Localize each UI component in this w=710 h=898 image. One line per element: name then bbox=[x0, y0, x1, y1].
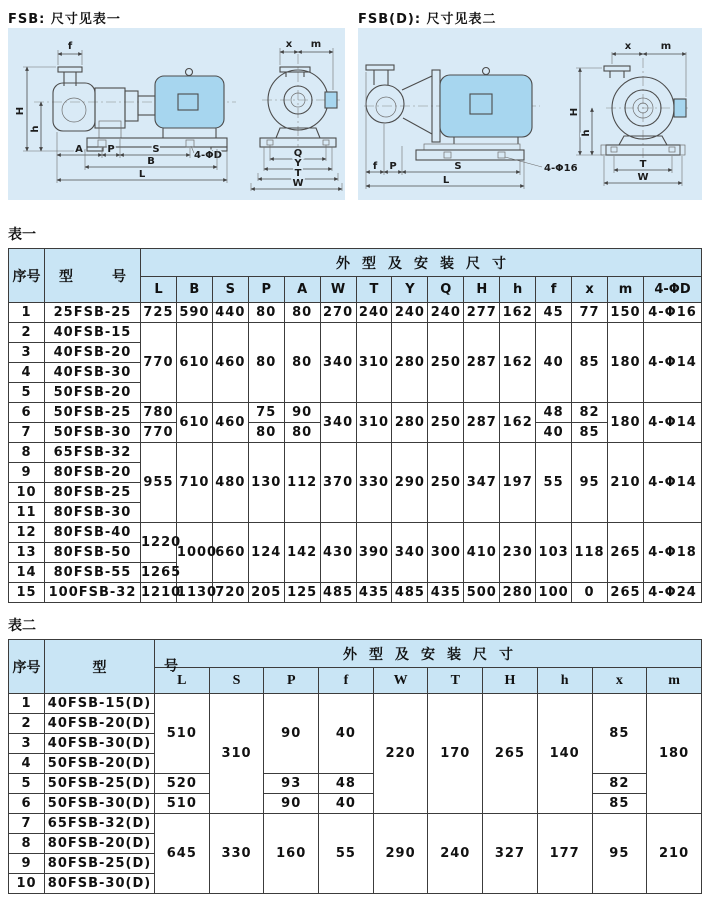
model-cell: 80FSB-55 bbox=[45, 563, 141, 583]
value-cell: 1130 bbox=[176, 583, 212, 603]
fsbd-diagram-panel bbox=[358, 28, 702, 200]
value-cell: 162 bbox=[500, 303, 536, 323]
col-header-m: m bbox=[647, 668, 702, 694]
index-cell: 12 bbox=[9, 523, 45, 543]
dim-label-Q: Q bbox=[293, 148, 303, 159]
value-cell: 435 bbox=[428, 583, 464, 603]
col-header-W: W bbox=[373, 668, 428, 694]
col-header-P: P bbox=[264, 668, 319, 694]
value-cell: 240 bbox=[428, 303, 464, 323]
value-cell: 177 bbox=[537, 814, 592, 894]
value-cell: 280 bbox=[392, 403, 428, 443]
value-cell: 265 bbox=[607, 523, 643, 583]
value-cell: 80 bbox=[248, 323, 284, 403]
index-cell: 1 bbox=[9, 303, 45, 323]
value-cell: 130 bbox=[248, 443, 284, 523]
value-cell: 112 bbox=[284, 443, 320, 523]
col-header-L: L bbox=[155, 668, 210, 694]
value-cell: 85 bbox=[592, 794, 647, 814]
dim-label-m: m bbox=[660, 41, 672, 52]
dim-label-L: L bbox=[138, 169, 146, 180]
value-cell: 210 bbox=[607, 443, 643, 523]
value-cell: 55 bbox=[319, 814, 374, 894]
dim-label-h: h bbox=[30, 125, 41, 133]
value-cell: 265 bbox=[607, 583, 643, 603]
model-cell: 50FSB-30 bbox=[45, 423, 141, 443]
col-header-group: 外型及安装尺寸 bbox=[141, 249, 702, 277]
model-char-a: 型 bbox=[59, 268, 73, 285]
value-cell: 90 bbox=[284, 403, 320, 423]
value-cell: 250 bbox=[428, 403, 464, 443]
value-cell: 162 bbox=[500, 323, 536, 403]
value-cell: 280 bbox=[392, 323, 428, 403]
value-cell: 4-Φ16 bbox=[644, 303, 702, 323]
table-row bbox=[9, 323, 702, 343]
value-cell: 290 bbox=[392, 443, 428, 523]
dim-label-A: A bbox=[75, 144, 83, 155]
value-cell: 125 bbox=[284, 583, 320, 603]
fsb-diagram-panel bbox=[8, 28, 345, 200]
bolt-hole-label: 4-Φ16 bbox=[544, 163, 578, 174]
value-cell: 240 bbox=[392, 303, 428, 323]
model-cell: 40FSB-20 bbox=[45, 343, 141, 363]
value-cell: 327 bbox=[483, 814, 538, 894]
fsb-outline-drawing bbox=[8, 28, 345, 200]
col-header-B: B bbox=[176, 277, 212, 303]
col-header-index: 序号 bbox=[9, 640, 45, 694]
value-cell: 370 bbox=[320, 443, 356, 523]
value-cell: 725 bbox=[141, 303, 177, 323]
value-cell: 4-Φ14 bbox=[644, 443, 702, 523]
dim-label-H: H bbox=[15, 106, 26, 116]
dim-label-T: T bbox=[639, 159, 647, 170]
value-cell: 720 bbox=[212, 583, 248, 603]
table-row bbox=[9, 523, 702, 543]
value-cell: 95 bbox=[592, 814, 647, 894]
index-cell: 4 bbox=[9, 363, 45, 383]
value-cell: 460 bbox=[212, 323, 248, 403]
value-cell: 460 bbox=[212, 403, 248, 443]
model-cell: 50FSB-25(D) bbox=[45, 774, 155, 794]
value-cell: 300 bbox=[428, 523, 464, 583]
model-cell: 80FSB-30(D) bbox=[45, 874, 155, 894]
index-cell: 1 bbox=[9, 694, 45, 714]
model-cell: 40FSB-30(D) bbox=[45, 734, 155, 754]
pump-side-view bbox=[34, 67, 236, 151]
dim-label-P: P bbox=[389, 161, 397, 172]
value-cell: 85 bbox=[572, 323, 608, 403]
value-cell: 85 bbox=[592, 694, 647, 774]
table-row bbox=[9, 794, 702, 814]
value-cell: 162 bbox=[500, 403, 536, 443]
index-cell: 2 bbox=[9, 323, 45, 343]
value-cell: 330 bbox=[209, 814, 264, 894]
index-cell: 9 bbox=[9, 463, 45, 483]
value-cell: 140 bbox=[537, 694, 592, 814]
value-cell: 80 bbox=[284, 423, 320, 443]
index-cell: 7 bbox=[9, 423, 45, 443]
value-cell: 80 bbox=[284, 323, 320, 403]
dim-label-B: B bbox=[147, 156, 155, 167]
col-header-f: f bbox=[319, 668, 374, 694]
value-cell: 48 bbox=[536, 403, 572, 423]
model-cell: 40FSB-15 bbox=[45, 323, 141, 343]
value-cell: 210 bbox=[647, 814, 702, 894]
col-header-model bbox=[45, 640, 178, 694]
value-cell: 160 bbox=[264, 814, 319, 894]
value-cell: 340 bbox=[320, 323, 356, 403]
value-cell: 1000 bbox=[176, 523, 212, 583]
model-cell: 40FSB-20(D) bbox=[45, 714, 155, 734]
value-cell: 310 bbox=[209, 694, 264, 814]
dim-label-x: x bbox=[624, 41, 632, 52]
value-cell: 310 bbox=[356, 403, 392, 443]
value-cell: 230 bbox=[500, 523, 536, 583]
table2-caption: 表二 bbox=[8, 618, 36, 634]
table-row bbox=[9, 814, 702, 834]
value-cell: 610 bbox=[176, 323, 212, 403]
value-cell: 4-Φ14 bbox=[644, 323, 702, 403]
value-cell: 55 bbox=[536, 443, 572, 523]
value-cell: 82 bbox=[572, 403, 608, 423]
value-cell: 150 bbox=[607, 303, 643, 323]
dim-label-S: S bbox=[454, 161, 462, 172]
value-cell: 520 bbox=[155, 774, 210, 794]
value-cell: 390 bbox=[356, 523, 392, 583]
index-cell: 6 bbox=[9, 403, 45, 423]
dimension-table-2 bbox=[8, 639, 702, 894]
value-cell: 645 bbox=[155, 814, 210, 894]
value-cell: 40 bbox=[536, 323, 572, 403]
value-cell: 770 bbox=[141, 323, 177, 403]
value-cell: 430 bbox=[320, 523, 356, 583]
fsb-figure-title: FSB: 尺寸见表一 bbox=[8, 12, 121, 27]
dim-label-S: S bbox=[152, 144, 160, 155]
dim-label-f: f bbox=[372, 161, 378, 172]
value-cell: 485 bbox=[392, 583, 428, 603]
value-cell: 45 bbox=[536, 303, 572, 323]
model-cell: 50FSB-20 bbox=[45, 383, 141, 403]
value-cell: 142 bbox=[284, 523, 320, 583]
model-cell: 50FSB-25 bbox=[45, 403, 141, 423]
col-header-x: x bbox=[572, 277, 608, 303]
value-cell: 710 bbox=[176, 443, 212, 523]
value-cell: 330 bbox=[356, 443, 392, 523]
dimension-table-1 bbox=[8, 248, 702, 603]
col-header-Y: Y bbox=[392, 277, 428, 303]
dim-label-L: L bbox=[442, 175, 450, 186]
index-cell: 5 bbox=[9, 383, 45, 403]
dim-label-W: W bbox=[637, 172, 649, 183]
value-cell: 287 bbox=[464, 323, 500, 403]
value-cell: 180 bbox=[607, 323, 643, 403]
model-cell: 80FSB-20(D) bbox=[45, 834, 155, 854]
value-cell: 4-Φ24 bbox=[644, 583, 702, 603]
value-cell: 82 bbox=[592, 774, 647, 794]
dim-label-P: P bbox=[107, 144, 115, 155]
index-cell: 15 bbox=[9, 583, 45, 603]
value-cell: 500 bbox=[464, 583, 500, 603]
value-cell: 770 bbox=[141, 423, 177, 443]
dim-label-H: H bbox=[569, 107, 580, 117]
value-cell: 0 bbox=[572, 583, 608, 603]
model-cell: 50FSB-20(D) bbox=[45, 754, 155, 774]
value-cell: 77 bbox=[572, 303, 608, 323]
value-cell: 205 bbox=[248, 583, 284, 603]
value-cell: 90 bbox=[264, 794, 319, 814]
index-cell: 8 bbox=[9, 443, 45, 463]
value-cell: 340 bbox=[320, 403, 356, 443]
index-cell: 6 bbox=[9, 794, 45, 814]
value-cell: 220 bbox=[373, 694, 428, 814]
model-cell: 65FSB-32(D) bbox=[45, 814, 155, 834]
value-cell: 40 bbox=[319, 694, 374, 774]
model-cell: 50FSB-30(D) bbox=[45, 794, 155, 814]
value-cell: 80 bbox=[248, 423, 284, 443]
index-cell: 3 bbox=[9, 343, 45, 363]
value-cell: 103 bbox=[536, 523, 572, 583]
fsbd-figure-title: FSB(D): 尺寸见表二 bbox=[358, 12, 497, 27]
value-cell: 100 bbox=[536, 583, 572, 603]
index-cell: 9 bbox=[9, 854, 45, 874]
col-header-T: T bbox=[356, 277, 392, 303]
value-cell: 277 bbox=[464, 303, 500, 323]
value-cell: 240 bbox=[428, 814, 483, 894]
model-cell: 65FSB-32 bbox=[45, 443, 141, 463]
value-cell: 510 bbox=[155, 794, 210, 814]
fsbd-outline-drawing bbox=[358, 28, 702, 200]
value-cell: 80 bbox=[248, 303, 284, 323]
dim-label-T: T bbox=[294, 168, 302, 179]
dim-label-Y: Y bbox=[294, 158, 302, 169]
value-cell: 124 bbox=[248, 523, 284, 583]
value-cell: 310 bbox=[356, 323, 392, 403]
table-row bbox=[9, 403, 702, 423]
index-cell: 5 bbox=[9, 774, 45, 794]
model-cell: 80FSB-25(D) bbox=[45, 854, 155, 874]
model-cell: 100FSB-32 bbox=[45, 583, 141, 603]
value-cell: 485 bbox=[320, 583, 356, 603]
value-cell: 1220 bbox=[141, 523, 177, 563]
col-header-S: S bbox=[209, 668, 264, 694]
figure-titles bbox=[8, 8, 702, 26]
col-header-W: W bbox=[320, 277, 356, 303]
value-cell: 440 bbox=[212, 303, 248, 323]
col-header-m: m bbox=[607, 277, 643, 303]
value-cell: 93 bbox=[264, 774, 319, 794]
col-header-group: 外型及安装尺寸 bbox=[155, 640, 702, 668]
value-cell: 347 bbox=[464, 443, 500, 523]
table-row bbox=[9, 303, 702, 323]
table1-caption: 表一 bbox=[8, 227, 36, 243]
index-cell: 2 bbox=[9, 714, 45, 734]
value-cell: 40 bbox=[536, 423, 572, 443]
col-header-L: L bbox=[141, 277, 177, 303]
col-header-P: P bbox=[248, 277, 284, 303]
value-cell: 1210 bbox=[141, 583, 177, 603]
index-cell: 10 bbox=[9, 483, 45, 503]
model-cell: 25FSB-25 bbox=[45, 303, 141, 323]
figure-row bbox=[8, 28, 702, 200]
index-cell: 4 bbox=[9, 754, 45, 774]
index-cell: 7 bbox=[9, 814, 45, 834]
col-header-x: x bbox=[592, 668, 647, 694]
value-cell: 85 bbox=[572, 423, 608, 443]
value-cell: 270 bbox=[320, 303, 356, 323]
col-header-f: f bbox=[536, 277, 572, 303]
index-cell: 8 bbox=[9, 834, 45, 854]
value-cell: 90 bbox=[264, 694, 319, 774]
value-cell: 180 bbox=[607, 403, 643, 443]
col-header-T: T bbox=[428, 668, 483, 694]
table-row bbox=[9, 443, 702, 463]
value-cell: 170 bbox=[428, 694, 483, 814]
col-header-H: H bbox=[464, 277, 500, 303]
value-cell: 4-Φ18 bbox=[644, 523, 702, 583]
model-cell: 80FSB-30 bbox=[45, 503, 141, 523]
model-cell: 80FSB-40 bbox=[45, 523, 141, 543]
model-char-b: 号 bbox=[112, 268, 126, 285]
col-header-H: H bbox=[483, 668, 538, 694]
value-cell: 4-Φ14 bbox=[644, 403, 702, 443]
value-cell: 290 bbox=[373, 814, 428, 894]
value-cell: 95 bbox=[572, 443, 608, 523]
value-cell: 250 bbox=[428, 443, 464, 523]
model-cell: 80FSB-50 bbox=[45, 543, 141, 563]
value-cell: 510 bbox=[155, 694, 210, 774]
col-header-h: h bbox=[537, 668, 592, 694]
col-header-model bbox=[45, 249, 141, 303]
dim-label-x: x bbox=[285, 39, 293, 50]
value-cell: 955 bbox=[141, 443, 177, 523]
value-cell: 180 bbox=[647, 694, 702, 814]
value-cell: 610 bbox=[176, 403, 212, 443]
value-cell: 780 bbox=[141, 403, 177, 423]
dim-label-f: f bbox=[67, 41, 73, 52]
col-header-h: h bbox=[500, 277, 536, 303]
value-cell: 340 bbox=[392, 523, 428, 583]
value-cell: 40 bbox=[319, 794, 374, 814]
dim-label-h: h bbox=[581, 129, 592, 137]
index-cell: 13 bbox=[9, 543, 45, 563]
model-char: 型 bbox=[92, 659, 107, 676]
index-cell: 11 bbox=[9, 503, 45, 523]
table-row bbox=[9, 774, 702, 794]
table-row bbox=[9, 583, 702, 603]
value-cell: 197 bbox=[500, 443, 536, 523]
value-cell: 75 bbox=[248, 403, 284, 423]
model-cell: 80FSB-25 bbox=[45, 483, 141, 503]
value-cell: 280 bbox=[500, 583, 536, 603]
dim-label-W: W bbox=[292, 178, 304, 189]
value-cell: 660 bbox=[212, 523, 248, 583]
model-cell: 80FSB-20 bbox=[45, 463, 141, 483]
index-cell: 14 bbox=[9, 563, 45, 583]
value-cell: 410 bbox=[464, 523, 500, 583]
dim-label-m: m bbox=[310, 39, 322, 50]
value-cell: 118 bbox=[572, 523, 608, 583]
table-row bbox=[9, 694, 702, 714]
model-cell: 40FSB-30 bbox=[45, 363, 141, 383]
value-cell: 1265 bbox=[141, 563, 177, 583]
pump-front-view bbox=[601, 58, 690, 161]
col-header-phiD: 4-ΦD bbox=[644, 277, 702, 303]
model-cell: 40FSB-15(D) bbox=[45, 694, 155, 714]
value-cell: 265 bbox=[483, 694, 538, 814]
value-cell: 80 bbox=[284, 303, 320, 323]
col-header-index: 序号 bbox=[9, 249, 45, 303]
value-cell: 240 bbox=[356, 303, 392, 323]
index-cell: 10 bbox=[9, 874, 45, 894]
bolt-hole-label: 4-ΦD bbox=[194, 150, 222, 161]
value-cell: 590 bbox=[176, 303, 212, 323]
value-cell: 250 bbox=[428, 323, 464, 403]
value-cell: 287 bbox=[464, 403, 500, 443]
col-header-Q: Q bbox=[428, 277, 464, 303]
value-cell: 48 bbox=[319, 774, 374, 794]
value-cell: 435 bbox=[356, 583, 392, 603]
model-overflow-char: 号 bbox=[164, 657, 178, 674]
value-cell: 480 bbox=[212, 443, 248, 523]
col-header-S: S bbox=[212, 277, 248, 303]
pump-front-view bbox=[260, 54, 340, 156]
col-header-A: A bbox=[284, 277, 320, 303]
index-cell: 3 bbox=[9, 734, 45, 754]
pump-side-view bbox=[364, 65, 540, 160]
